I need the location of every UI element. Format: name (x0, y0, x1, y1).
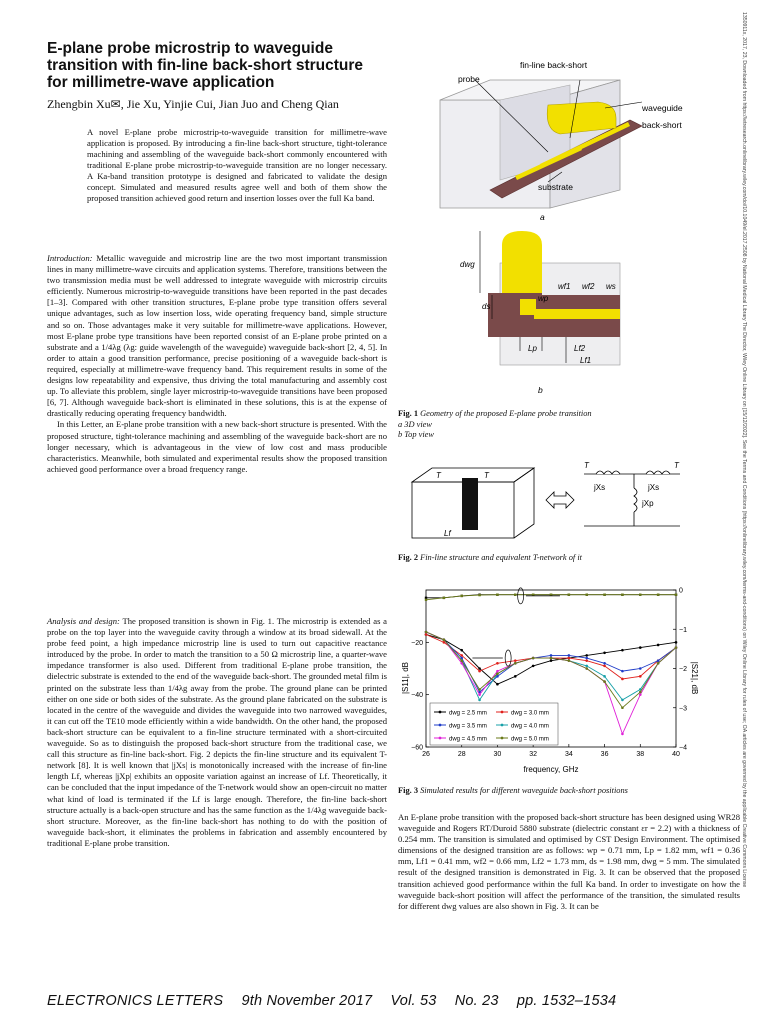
s21-point (496, 594, 498, 596)
s11-point (478, 688, 481, 691)
s21-point (586, 594, 588, 596)
author-list: Zhengbin Xu✉, Jie Xu, Yinjie Cui, Jian Juo and Cheng Qian (47, 97, 339, 111)
analysis-paragraph: The proposed transition is shown in Fig. 1. The microstrip is extended as a probe on the top layer into the waveguide cavity through a window at its broad sidewall. At the probe feed point, a high impedance microstrip line is used to turn out capacitive reactance introduced by the probe. In order to match the transition to a 50 Ω microstrip line, a quarter-wave impedance transformer is also used. Different from traditional E-plane probe transition, the dielectric substrate is extended to the end of the waveguide back-short. The grounded metal film is printed on the substrate less than 1/4λg away from the probe. The ground plane can be printed either on one side or both sides of the substrate. As the ground plane fabricated on the substrate is located in the centre of the waveguide and divides the waveguide into two narrowed waveguides, it can cut off the TE10 mode efficiently within a wide bandwidth. On the other hand, the proposed back-short structure can be equivalent to a fin-line structure terminated with a short-circuited waveguide. So as to distinguish the proposed back-short structure from the traditional case, we call this structure as fin-line back-short. Fig. 2 depicts the fin-line structure and its equivalent T-network [8]. It is well known that |jXs| is monotonically increased with the increase of fin-line length Lf, whereas |jXp| exhibits an opposite variation against an increase of Lf. Theoretically, it can be concluded that the input impedance of the T-network would show an open-circuit no matter what kind of load is terminated if the Lf is large enough. Therefore, the fin-line back-short structure actually is a back-open structure and has the same function as the 1/4λg waveguide back-short structure. Moreover, as the fin-line back-short has nothing to do with the position of waveguide back-short, it eliminates the problems in fabrication and assembly encountered by traditional E-plane probe transition. (47, 616, 387, 848)
abstract: A novel E-plane probe microstrip-to-waveguide transition for millimetre-wave application is proposed. By introducing a fin-line back-short structure, tight-tolerance machining and assembling of the waveguide back-short commonly encountered with traditional E-plane probe microstrip-to-waveguide transition are no longer necessary. A Ka-band transition prototype is designed and fabricated to validate the design concept. Simulated and measured results agree well and both of them show the proposed transition achieved good return and insertion losses over the full Ka band. (87, 127, 387, 203)
figure-1a-3d-view (420, 40, 750, 230)
y-axis-label-right: |S21|, dB (690, 661, 699, 695)
s11-point (639, 691, 642, 694)
s11-point (603, 665, 606, 668)
s11-point (621, 649, 624, 652)
fig1a-label-substrate: substrate (538, 182, 573, 192)
s11-point (532, 665, 535, 668)
fig1-caption-a: a 3D view (398, 419, 432, 429)
s11-point (568, 657, 571, 660)
fig1a-label-waveguide: waveguide (642, 103, 683, 113)
fig1b-dim-ds: ds (482, 302, 491, 311)
legend-marker (501, 737, 504, 740)
s21-point (603, 594, 605, 596)
legend-entry: dwg = 3.5 mm (449, 723, 487, 730)
s21-point (675, 594, 677, 596)
s11-point (496, 672, 499, 675)
fig1b-dim-lf1: Lf1 (580, 356, 592, 365)
s11-point (550, 657, 553, 660)
fig2-label-lf: Lf (444, 529, 451, 538)
analysis-heading: Analysis and design: (47, 616, 120, 626)
figure-1-caption (398, 409, 592, 441)
sidebar-text: 1350911x, 2017, 23, Downloaded from https://ietresearch.onlinelibrary.wiley.com/doi/10.1049/el.2017.2508 by National Medical Library The Director, Wiley Online Library on [15/12/2022]. See the Terms and Conditions (https://onlinelibrary.wiley.com/terms-and-conditions) on Wiley Online Library for rules of use; OA articles are governed by the applicable Creative Commons License (741, 12, 747, 888)
legend-marker (439, 737, 442, 740)
legend-entry: dwg = 2.5 mm (449, 710, 487, 717)
s11-point (603, 652, 606, 655)
fig1a-label-a: a (540, 212, 545, 222)
y-tick-label-right: −3 (679, 705, 687, 713)
s11-point (532, 657, 535, 660)
fig2-label-jxs2: jXs (648, 483, 660, 492)
s11-point (603, 662, 606, 665)
s21-point (621, 594, 623, 596)
fig1b-label-b: b (538, 385, 543, 395)
figure-2-finline-network (398, 460, 738, 548)
s11-point (585, 665, 588, 668)
intro-paragraph-2: In this Letter, an E-plane probe transition with a new back-short structure is presented. With the proposed structure, tight-tolerance machining and assembling of the waveguide back-short are no longer necessary, which is advantageous in the view of low cost and mass producible characteristics. Meanwhile, both simulated and experimental results show the proposed transition achieved good performance over a broad frequency range. (47, 419, 387, 474)
s11-point (568, 659, 571, 662)
fig2-label-t2: T (484, 471, 489, 480)
s11-point (621, 670, 624, 673)
y-tick-label-left: −60 (411, 744, 423, 752)
fig1b-dim-wf2: wf2 (582, 282, 595, 291)
legend-marker (439, 724, 442, 727)
s11-point (675, 641, 678, 644)
s21-point (425, 599, 427, 601)
x-tick-label: 34 (564, 751, 573, 758)
fig2-label-jxs1: jXs (594, 483, 606, 492)
x-tick-label: 26 (422, 751, 430, 758)
s11-point (621, 699, 624, 702)
intro-heading: Introduction: (47, 253, 93, 263)
s11-point (496, 683, 499, 686)
s11-point (585, 654, 588, 657)
s11-point (585, 659, 588, 662)
x-tick-label: 38 (636, 751, 645, 758)
y-tick-label-right: 0 (679, 587, 683, 595)
s21-point (461, 595, 463, 597)
s11-point (460, 649, 463, 652)
footer-journal: ELECTRONICS LETTERS (47, 993, 224, 1009)
s11-point (514, 659, 517, 662)
legend-entry: dwg = 4.5 mm (449, 736, 487, 743)
y-tick-label-right: −4 (679, 744, 687, 752)
x-tick-label: 32 (529, 751, 538, 758)
s11-point (514, 662, 517, 665)
s11-point (621, 678, 624, 681)
s11-point (675, 646, 678, 649)
fig1b-dim-wp: wp (538, 294, 549, 303)
figure-1b-top-view (440, 225, 620, 400)
s11-point (621, 733, 624, 736)
fig2-label-jxp: jXp (642, 499, 654, 508)
s11-point (621, 706, 624, 709)
s11-point (657, 659, 660, 662)
fig2-label-t1: T (436, 471, 441, 480)
fig1a-label-backshort: back-short (642, 120, 682, 130)
y-tick-label-right: −2 (679, 666, 687, 673)
fig1b-dim-lp: Lp (528, 344, 537, 353)
s11-point (603, 675, 606, 678)
s21-point (568, 594, 570, 596)
s21-point (443, 597, 445, 599)
page-footer (47, 993, 630, 1009)
s11-point (657, 662, 660, 665)
analysis-section (47, 616, 387, 849)
x-tick-label: 40 (672, 751, 680, 758)
download-sidebar (737, 12, 751, 1012)
s11-point (425, 633, 428, 636)
s11-point (585, 667, 588, 670)
footer-volume: Vol. 53 (390, 993, 437, 1009)
fig1b-dim-ws: ws (606, 282, 616, 291)
x-tick-label: 30 (493, 751, 502, 758)
results-paragraph: An E-plane probe transition with the proposed back-short structure has been designed using WR28 waveguide and Rogers RT/Duroid 5880 substrate (dielectric constant εr = 2.2) with a thickness of 0.254 mm. The transition is simulated and optimised by CST Design Environment. The optimised dimensions of the designed transition are as follows: wp = 0.71 mm, Lp = 1.82 mm, wf1 = 0.36 mm, Lf1 = 0.41 mm, wf2 = 0.66 mm, Lf2 = 1.73 mm, ds = 1.98 mm, dwg = 5 mm. The simulated result of the designed transition is demonstrated in Fig. 3. It can be observed that the proposed transition achieved good performance within the full Ka band. In order to investigate on how the waveguide back-short position will affect the performance of the transition, the simulated results for different dwg values are also shown in Fig. 3. It can be (398, 812, 740, 911)
s11-point (657, 644, 660, 647)
s11-point (425, 631, 428, 634)
fig1b-dim-lf2: Lf2 (574, 344, 586, 353)
footer-number: No. 23 (454, 993, 499, 1009)
x-tick-label: 28 (457, 751, 466, 758)
s11-point (478, 667, 481, 670)
legend-marker (501, 724, 504, 727)
s11-point (460, 659, 463, 662)
fig2-caption-text: Fin-line structure and equivalent T-network of it (420, 553, 582, 562)
legend-marker (439, 711, 442, 714)
introduction-section (47, 253, 387, 475)
s11-point (478, 693, 481, 696)
legend-marker (501, 711, 504, 714)
x-tick-label: 36 (600, 751, 609, 758)
s11-point (639, 646, 642, 649)
s11-point (496, 670, 499, 673)
fig1b-dim-dwg: dwg (460, 260, 475, 269)
legend-entry: dwg = 5.0 mm (511, 736, 549, 743)
y-tick-label-left: −40 (411, 692, 423, 700)
fig2-caption-label: Fig. 2 (398, 553, 419, 562)
s11-point (550, 659, 553, 662)
fig3-caption-text: Simulated results for different waveguide back-short positions (420, 786, 628, 795)
fig3-caption-label: Fig. 3 (398, 786, 419, 795)
footer-pages: pp. 1532–1534 (516, 993, 617, 1009)
s11-point (550, 654, 553, 657)
s21-point (639, 594, 641, 596)
s21-point (657, 594, 659, 596)
s11-point (568, 654, 571, 657)
s11-point (496, 662, 499, 665)
s21-point (514, 594, 516, 596)
fig2-label-t4: T (674, 461, 679, 470)
figure-3-chart (398, 580, 698, 780)
s11-point (639, 693, 642, 696)
intro-paragraph-1: Metallic waveguide and microstrip line are the two most important transmission lines in many millimetre-wave circuits and application systems. Therefore, transitions between the two transmission media must be well addressed to integrate waveguide with microstrip circuits efficiently. Numerous microstrip-to-waveguide transitions have been reported in the past decades [1–3]. Compared with other transition structures, E-plane probe type transition offers several unique advantages, such as low insertion loss, wide operating frequency band, simple structure and so on. Those advantages make it very suitable for millimetre-wave applications. However, most E-plane probe type transitions have been reported consist of an E-plane probe printed on a substrate and a 1/4λg (λg: guide wavelength of the waveguide) waveguide back-short [2, 4, 5]. In order to attain a good transition performance, precise positioning of a waveguide back-short is required, especially at millimetre-wave frequency band. This requirement results in some of the designs low repeatability and expensive, thus driving the total manufacturing and assembly cost up. To alleviate this problem, single layer microstrip-to-waveguide transitions have been proposed [6, 7]. Although waveguide back-short is eliminated in these solutions, this is at the expense of drastically reducing operating frequency bandwidth. (47, 253, 387, 419)
legend-entry: dwg = 3.0 mm (511, 710, 549, 717)
s21-point (478, 594, 480, 596)
s11-point (639, 667, 642, 670)
s11-point (478, 670, 481, 673)
footer-date: 9th November 2017 (241, 993, 373, 1009)
fig2-label-t3: T (584, 461, 589, 470)
s11-point (514, 675, 517, 678)
figure-3-caption (398, 786, 628, 797)
figure-2-caption (398, 553, 582, 564)
s11-point (639, 675, 642, 678)
s11-point (478, 699, 481, 702)
s11-point (585, 657, 588, 660)
legend-entry: dwg = 4.0 mm (511, 723, 549, 730)
y-tick-label-right: −1 (679, 626, 687, 634)
y-tick-label-left: −20 (411, 639, 423, 647)
fig1-caption-label: Fig. 1 (398, 409, 419, 418)
s11-point (443, 638, 446, 641)
fig1a-label-finline: fin-line back-short (520, 60, 588, 70)
fig1b-dim-wf1: wf1 (558, 282, 571, 291)
x-axis-label: frequency, GHz (523, 765, 579, 774)
paper-title: E-plane probe microstrip to waveguide transition with fin-line back-short structure for millimetre-wave application (47, 40, 364, 91)
fig1a-label-probe: probe (458, 74, 480, 84)
s11-point (603, 680, 606, 683)
s11-point (460, 654, 463, 657)
y-axis-label-left: |S11|, dB (401, 661, 410, 695)
fig1-caption-text: Geometry of the proposed E-plane probe transition (420, 409, 592, 418)
fig1-caption-b: b Top view (398, 430, 434, 439)
